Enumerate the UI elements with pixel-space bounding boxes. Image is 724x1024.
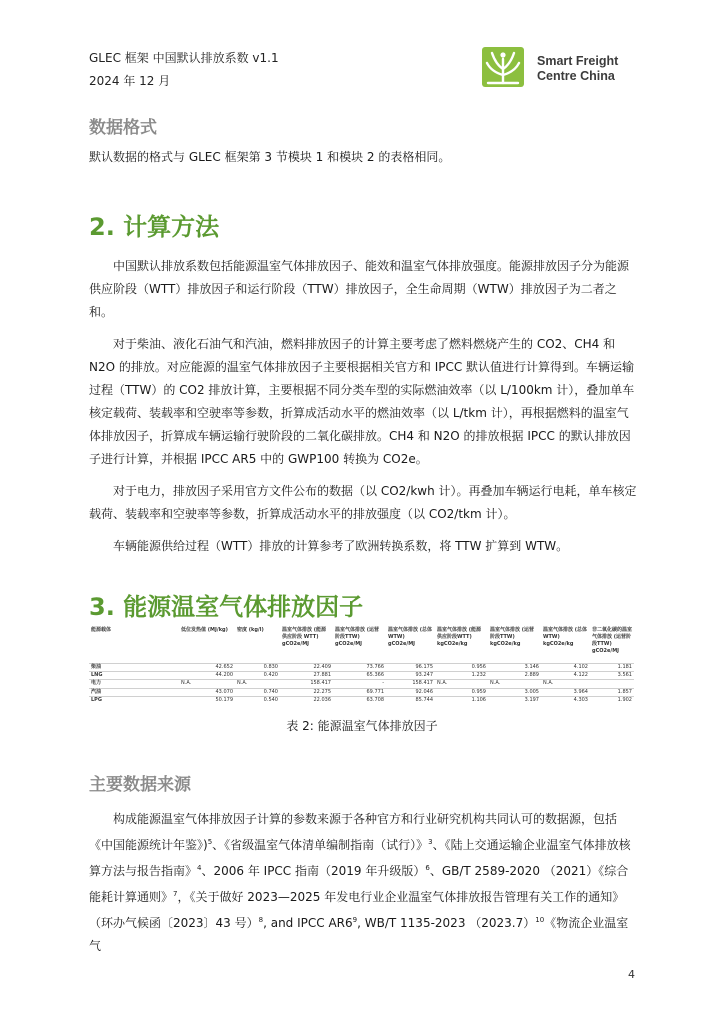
table-cell: 158.417 [386, 680, 435, 688]
table-cell: 4.102 [541, 664, 590, 672]
calc-method-body [89, 255, 637, 558]
table-cell: 1.857 [590, 688, 634, 696]
table-header-cell: 密度 (kg/l) [237, 627, 264, 633]
table-row [89, 688, 634, 696]
data-format-text [89, 146, 637, 169]
footnote-ref[interactable]: 5 [207, 838, 213, 846]
document-date: 2024 年 12 月 [89, 74, 171, 88]
data-sources-paragraph: 构成能源温室气体排放因子计算的参数来源于各种官方和行业研究机构共同认可的数据源，包括《中国能源统计年鉴》)$^5$、《省级温室气体清单编制指南（试行）》$^3$、《陆上交通运输企业温室气体排放核算方法与报告指南》$^4$、2006 年 IPCC 指南（2019 年升级版）$^6$、GB/T 2589-2020 （2021）《综合能耗计算通则》$^7$，《关于做好 2023—2025 年发电行业企业温室气体排放报告管理有关工作的通知》（环办气候函〔2023〕43 号）$^8$, and IPCC $AR6^9$, WB/T 1135-2023 $(2023.7)^{10}$《物流企业温室气 [89, 812, 631, 953]
document-title: GLEC 框架 中国默认排放系数 v1.1 [89, 51, 279, 65]
data-format-paragraph: 默认数据的格式与 GLEC 框架第 3 节模块 1 和模块 2 的表格相同。 [89, 150, 451, 164]
table-cell: 汽油 [89, 688, 179, 696]
data-sources-heading: 主要数据来源 [89, 775, 191, 795]
table-cell: 65.366 [333, 672, 386, 680]
table-cell: 50.179 [179, 696, 235, 704]
table-cell: 0.830 [235, 664, 280, 672]
table-cell: 42.652 [179, 664, 235, 672]
logo-line-2: Centre China [537, 69, 615, 83]
table-row [89, 672, 634, 680]
table-cell: N.A. [541, 680, 590, 688]
table-header-cell: 非二氧化碳的温室气体排放 (运营阶段TTW) gCO2e/MJ [592, 627, 633, 654]
calc-method-heading: 2. 计算方法 [89, 213, 220, 241]
table-cell: 柴油 [89, 664, 179, 672]
table-cell: 2.889 [488, 672, 541, 680]
table-cell: 63.708 [333, 696, 386, 704]
table-cell: 22.409 [280, 664, 333, 672]
energy-ef-heading: 3. 能源温室气体排放因子 [89, 593, 364, 621]
table-cell: 27.881 [280, 672, 333, 680]
calc-paragraph-1: 中国默认排放系数包括能源温室气体排放因子、能效和温室气体排放强度。能源排放因子分为能源供应阶段（WTT）排放因子和运行阶段（TTW）排放因子，全生命周期（WTW）排放因子为二者之和。 [89, 259, 630, 319]
table-cell: 69.771 [333, 688, 386, 696]
table-cell: 1.232 [435, 672, 488, 680]
table-cell: 3.197 [488, 696, 541, 704]
table-cell: 158.417 [280, 680, 333, 688]
table-header-cell: 温室气体排放 (总体WTW) gCO2e/MJ [388, 627, 433, 647]
footnote-ref[interactable]: 10 [535, 916, 545, 924]
table-cell: 0.420 [235, 672, 280, 680]
footnote-ref[interactable]: 7 [173, 890, 178, 898]
energy-ef-table [89, 627, 634, 704]
calc-paragraph-4: 车辆能源供给过程（WTT）排放的计算参考了欧洲转换系数，将 TTW 扩算到 WTW。 [113, 539, 569, 553]
table-cell: N.A. [435, 680, 488, 688]
table-header-cell: 能源载体 [91, 627, 112, 633]
table-header-cell: 温室气体排放 (能源供应阶段WTT) kgCO2e/kg [437, 627, 482, 647]
table-header-cell: 温室气体排放 (运营阶段TTW) kgCO2e/kg [490, 627, 535, 647]
table-cell: N.A. [488, 680, 541, 688]
table-cell: 96.175 [386, 664, 435, 672]
table-cell: 4.303 [541, 696, 590, 704]
table-header-cell: 低位发热值 (MJ/kg) [181, 627, 228, 633]
table-cell: N.A. [235, 680, 280, 688]
table-cell: 22.036 [280, 696, 333, 704]
table-cell: 22.275 [280, 688, 333, 696]
table-cell: 0.959 [435, 688, 488, 696]
footnote-ref[interactable]: 4 [197, 864, 202, 872]
table-row [89, 680, 634, 688]
table-header-row [89, 627, 634, 664]
table-cell: N.A. [179, 680, 235, 688]
table-cell: 3.146 [488, 664, 541, 672]
energy-ef-table-container [89, 627, 634, 704]
table-cell: LPG [89, 696, 179, 704]
table-cell: 0.540 [235, 696, 280, 704]
data-sources-body [89, 808, 637, 958]
table-row [89, 664, 634, 672]
table-cell: 3.964 [541, 688, 590, 696]
table-cell: 85.744 [386, 696, 435, 704]
logo-line-1: Smart Freight [537, 54, 619, 68]
table-cell: LNG [89, 672, 179, 680]
table-cell: 1.902 [590, 696, 634, 704]
footnote-ref[interactable]: 9 [352, 916, 358, 924]
table-header-cell: 温室气体排放 (总体WTW) kgCO2e/kg [543, 627, 588, 647]
table-cell: 0.956 [435, 664, 488, 672]
footnote-ref[interactable]: 6 [425, 864, 430, 872]
table-cell: 电力 [89, 680, 179, 688]
table-caption: 表 2: 能源温室气体排放因子 [286, 719, 438, 733]
table-cell [590, 680, 634, 688]
table-header-cell: 温室气体排放 (运营阶段TTW) gCO2e/MJ [335, 627, 380, 647]
table-cell: 4.122 [541, 672, 590, 680]
calc-paragraph-2: 对于柴油、液化石油气和汽油，燃料排放因子的计算主要考虑了燃料燃烧产生的 CO2、CH4 和 N2O 的排放。对应能源的温室气体排放因子主要根据相关官方和 IPCC 默认值进行计算得到。车辆运输过程（TTW）的 CO2 排放计算，主要根据不同分类车型的实际燃油效率（以 L/100km 计），叠加单车核定载荷、装载率和空驶率等参数，折算成活动水平的燃油效率（以 L/tkm 计），再根据燃料的温室气体排放因子，折算成车辆运输行驶阶段的二氧化碳排放。CH4 和 N2O 的排放根据 IPCC 的默认排放因子进行计算，并根据 IPCC AR5 中的 GWP100 转换为 CO2e。 [89, 337, 635, 466]
table-cell: 1.106 [435, 696, 488, 704]
table-cell: 43.070 [179, 688, 235, 696]
table-cell: - [333, 680, 386, 688]
table-cell: 3.561 [590, 672, 634, 680]
table-cell: 92.046 [386, 688, 435, 696]
table-cell: 44.200 [179, 672, 235, 680]
footnote-ref[interactable]: 8 [258, 916, 264, 924]
table-cell: 93.247 [386, 672, 435, 680]
table-cell: 3.005 [488, 688, 541, 696]
table-cell: 1.181 [590, 664, 634, 672]
calc-paragraph-3: 对于电力，排放因子采用官方文件公布的数据（以 CO2/kwh 计）。再叠加车辆运行电耗，单车核定载荷、装载率和空驶率等参数，折算成活动水平的排放强度（以 CO2/tkm 计）。 [89, 484, 637, 521]
footnote-ref[interactable]: 3 [428, 838, 433, 846]
table-cell: 0.740 [235, 688, 280, 696]
table-cell: 73.766 [333, 664, 386, 672]
table-header-cell: 温室气体排放 (能源供应阶段 WTT) gCO2e/MJ [282, 627, 327, 647]
table-row [89, 696, 634, 704]
data-format-heading: 数据格式 [89, 118, 157, 138]
page-number: 4 [628, 968, 635, 981]
